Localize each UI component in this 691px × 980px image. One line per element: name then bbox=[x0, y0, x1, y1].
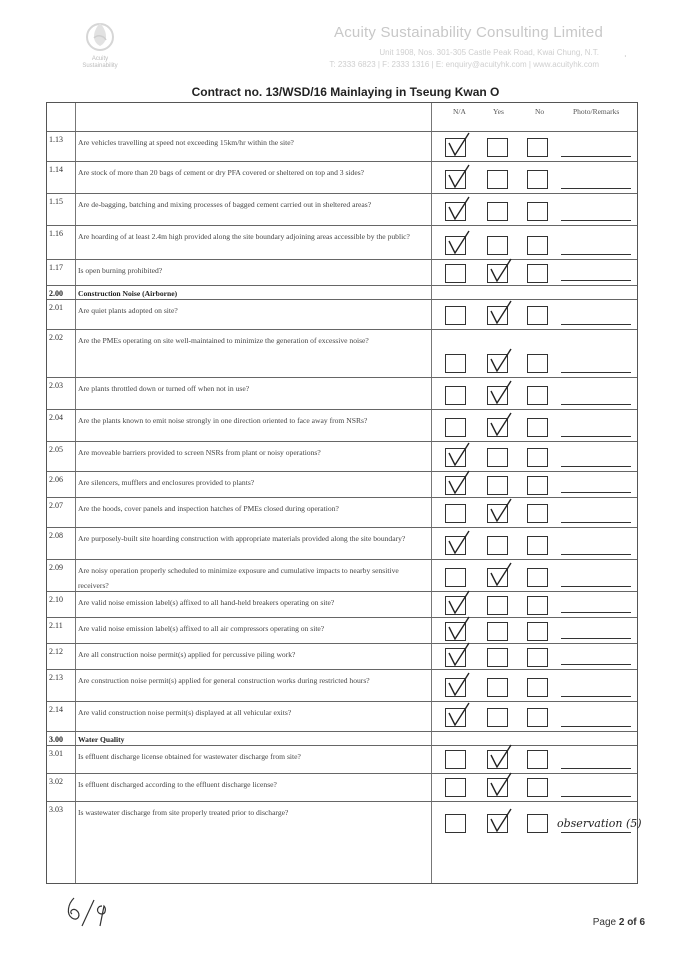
item-number: 2.09 bbox=[49, 563, 63, 572]
remark-line[interactable] bbox=[561, 696, 631, 697]
checkmark-icon bbox=[446, 195, 472, 221]
remark-line[interactable] bbox=[561, 156, 631, 157]
remark-line[interactable] bbox=[561, 220, 631, 221]
question-text: Are all construction noise permit(s) applied for percussive piling work? bbox=[78, 650, 296, 659]
checkbox-no[interactable] bbox=[527, 386, 548, 405]
question-text: Are the hoods, cover panels and inspection hatches of PMEs closed during operation? bbox=[78, 504, 339, 513]
table-row bbox=[47, 591, 637, 617]
question-text: Are noisy operation properly scheduled to minimize exposure and cumulative impacts to nearby sensitive receivers? bbox=[78, 566, 399, 590]
checkbox-no[interactable] bbox=[527, 448, 548, 467]
checkbox-no[interactable] bbox=[527, 202, 548, 221]
checkbox-no[interactable] bbox=[527, 622, 548, 641]
checkbox-no[interactable] bbox=[527, 138, 548, 157]
checkmark-icon bbox=[446, 229, 472, 255]
column-header-no: No bbox=[535, 107, 545, 116]
table-row bbox=[47, 161, 637, 193]
item-number: 2.08 bbox=[49, 531, 63, 540]
section-row bbox=[47, 285, 637, 299]
checkbox-no[interactable] bbox=[527, 236, 548, 255]
question-text: Are valid construction noise permit(s) displayed at all vehicular exits? bbox=[78, 708, 292, 717]
checkbox-no[interactable] bbox=[527, 596, 548, 615]
remark-line[interactable] bbox=[561, 726, 631, 727]
table-row bbox=[47, 643, 637, 669]
checkbox-yes[interactable] bbox=[487, 236, 508, 255]
item-number: 1.14 bbox=[49, 165, 63, 174]
company-logo bbox=[76, 18, 124, 76]
remark-line[interactable] bbox=[561, 280, 631, 281]
checkmark-icon bbox=[488, 497, 514, 523]
checkbox-no[interactable] bbox=[527, 750, 548, 769]
checkbox-yes[interactable] bbox=[487, 448, 508, 467]
section-title: Construction Noise (Airborne) bbox=[78, 289, 178, 298]
remark-line[interactable] bbox=[561, 768, 631, 769]
page-number: Page 2 of 6 bbox=[592, 917, 645, 928]
checkbox-no[interactable] bbox=[527, 264, 548, 283]
company-address: Unit 1908, Nos. 301-305 Castle Peak Road, Kwai Chung, N.T. bbox=[379, 48, 599, 57]
item-number: 3.02 bbox=[49, 777, 63, 786]
corner-mark: · bbox=[624, 52, 627, 61]
checkmark-icon bbox=[488, 561, 514, 587]
question-text: Is wastewater discharge from site properly treated prior to discharge? bbox=[78, 808, 289, 817]
question-text: Are the plants known to emit noise strongly in one direction oriented to face away from NSRs? bbox=[78, 416, 368, 425]
table-row bbox=[47, 497, 637, 527]
checkmark-icon bbox=[488, 771, 514, 797]
table-row bbox=[47, 299, 637, 329]
remark-line[interactable] bbox=[561, 638, 631, 639]
question-text: Are the PMEs operating on site well-maintained to minimize the generation of excessive noise? bbox=[78, 336, 369, 345]
checkmark-icon bbox=[446, 529, 472, 555]
checkbox-no[interactable] bbox=[527, 306, 548, 325]
question-text: Are plants throttled down or turned off when not in use? bbox=[78, 384, 250, 393]
checkmark-icon bbox=[446, 615, 472, 641]
checkbox-no[interactable] bbox=[527, 418, 548, 437]
logo-caption: Acuity Sustainability bbox=[82, 56, 118, 69]
question-text: Are vehicles travelling at speed not exceeding 15km/hr within the site? bbox=[78, 138, 294, 147]
item-number: 1.16 bbox=[49, 229, 63, 238]
checkmark-icon bbox=[446, 701, 472, 727]
checkmark-icon bbox=[446, 641, 472, 667]
section-row bbox=[47, 731, 637, 745]
item-number: 3.01 bbox=[49, 749, 63, 758]
checkmark-icon bbox=[446, 441, 472, 467]
checkmark-icon bbox=[488, 379, 514, 405]
checkmark-icon bbox=[446, 671, 472, 697]
checkbox-na[interactable] bbox=[445, 568, 466, 587]
checkbox-yes[interactable] bbox=[487, 202, 508, 221]
question-text: Are silencers, mufflers and enclosures provided to plants? bbox=[78, 478, 255, 487]
column-header-yes: Yes bbox=[493, 107, 504, 116]
item-number: 3.03 bbox=[49, 805, 63, 814]
table-row bbox=[47, 701, 637, 731]
leaf-drop-logo-icon bbox=[82, 18, 118, 54]
table-row bbox=[47, 801, 642, 837]
checkbox-yes[interactable] bbox=[487, 536, 508, 555]
checkmark-icon bbox=[488, 411, 514, 437]
table-row bbox=[47, 669, 637, 701]
checkbox-na[interactable] bbox=[445, 354, 466, 373]
checkbox-yes[interactable] bbox=[487, 708, 508, 727]
checkmark-icon bbox=[488, 347, 514, 373]
checkmark-icon bbox=[488, 807, 514, 833]
item-number: 2.03 bbox=[49, 381, 63, 390]
item-number: 1.15 bbox=[49, 197, 63, 206]
checkbox-no[interactable] bbox=[527, 648, 548, 667]
remark-line[interactable] bbox=[561, 372, 631, 373]
remark-line[interactable] bbox=[561, 324, 631, 325]
table-row bbox=[47, 471, 637, 497]
checkbox-no[interactable] bbox=[527, 814, 548, 833]
remark-line[interactable] bbox=[561, 796, 631, 797]
remark-line[interactable] bbox=[561, 522, 631, 523]
item-number: 2.04 bbox=[49, 413, 63, 422]
remark-line[interactable] bbox=[561, 664, 631, 665]
checkbox-yes[interactable] bbox=[487, 596, 508, 615]
remark-line[interactable] bbox=[561, 586, 631, 587]
remark-line[interactable] bbox=[561, 404, 631, 405]
table-row bbox=[47, 131, 637, 161]
remark-line[interactable] bbox=[561, 466, 631, 467]
remark-line[interactable] bbox=[561, 612, 631, 613]
checkmark-icon bbox=[488, 299, 514, 325]
table-row bbox=[47, 377, 637, 409]
checkmark-icon bbox=[488, 257, 514, 283]
table-row bbox=[47, 193, 637, 225]
question-text: Is effluent discharge license obtained for wastewater discharge from site? bbox=[78, 752, 301, 761]
question-text: Are de-bagging, batching and mixing processes of bagged cement carried out in sheltered areas? bbox=[78, 200, 372, 209]
table-row bbox=[47, 441, 637, 471]
remark-handwritten-text: observation (5) bbox=[557, 817, 642, 830]
table-row bbox=[47, 225, 637, 259]
contract-title: Contract no. 13/WSD/16 Mainlaying in Tseung Kwan O bbox=[191, 85, 500, 99]
checkbox-yes[interactable] bbox=[487, 476, 508, 495]
item-number: 2.02 bbox=[49, 333, 63, 342]
checkbox-no[interactable] bbox=[527, 678, 548, 697]
remark-line[interactable] bbox=[561, 492, 631, 493]
item-number: 2.07 bbox=[49, 501, 63, 510]
remark-line[interactable] bbox=[561, 436, 631, 437]
table-row bbox=[47, 773, 637, 801]
checkbox-na[interactable] bbox=[445, 750, 466, 769]
table-row bbox=[47, 409, 637, 441]
remark-line[interactable] bbox=[561, 254, 631, 255]
item-number: 2.12 bbox=[49, 647, 63, 656]
question-text: Are moveable barriers provided to screen NSRs from plant or noisy operations? bbox=[78, 448, 321, 457]
checkbox-no[interactable] bbox=[527, 568, 548, 587]
item-number: 2.14 bbox=[49, 705, 63, 714]
column-header-na: N/A bbox=[453, 107, 466, 116]
checkmark-icon bbox=[488, 743, 514, 769]
company-name: Acuity Sustainability Consulting Limited bbox=[334, 24, 603, 41]
table-row bbox=[47, 617, 637, 643]
question-text: Are valid noise emission label(s) affixed to all hand-held breakers operating on site? bbox=[78, 598, 335, 607]
checkbox-na[interactable] bbox=[445, 504, 466, 523]
remark-line[interactable] bbox=[561, 188, 631, 189]
checkbox-no[interactable] bbox=[527, 536, 548, 555]
checkbox-na[interactable] bbox=[445, 778, 466, 797]
checkbox-yes[interactable] bbox=[487, 170, 508, 189]
question-text: Are valid noise emission label(s) affixed to all air compressors operating on site? bbox=[78, 624, 325, 633]
checkbox-yes[interactable] bbox=[487, 648, 508, 667]
checkbox-no[interactable] bbox=[527, 708, 548, 727]
checkmark-icon bbox=[446, 163, 472, 189]
checkbox-no[interactable] bbox=[527, 354, 548, 373]
checklist-table bbox=[46, 102, 642, 884]
checkbox-yes[interactable] bbox=[487, 138, 508, 157]
question-text: Is effluent discharged according to the effluent discharge license? bbox=[78, 780, 277, 789]
checkbox-na[interactable] bbox=[445, 814, 466, 833]
question-text: Are construction noise permit(s) applied for general construction works during restricted hours? bbox=[78, 676, 370, 685]
checkbox-na[interactable] bbox=[445, 264, 466, 283]
remark-line[interactable] bbox=[561, 832, 631, 833]
table-row bbox=[47, 329, 637, 377]
item-number: 2.13 bbox=[49, 673, 63, 682]
item-number: 2.01 bbox=[49, 303, 63, 312]
checkbox-no[interactable] bbox=[527, 504, 548, 523]
item-number: 3.00 bbox=[49, 735, 63, 744]
column-header-remarks: Photo/Remarks bbox=[573, 107, 620, 116]
section-title: Water Quality bbox=[78, 735, 125, 744]
checkmark-icon bbox=[446, 131, 472, 157]
checkbox-na[interactable] bbox=[445, 386, 466, 405]
item-number: 1.17 bbox=[49, 263, 63, 272]
question-text: Are purposely-built site hoarding construction with appropriate materials provided along the site boundary? bbox=[78, 534, 406, 543]
checkbox-yes[interactable] bbox=[487, 678, 508, 697]
item-number: 2.10 bbox=[49, 595, 63, 604]
handwritten-signature bbox=[60, 892, 120, 932]
checkbox-na[interactable] bbox=[445, 306, 466, 325]
question-text: Is open burning prohibited? bbox=[78, 266, 163, 275]
table-row bbox=[47, 559, 637, 591]
company-contact: T: 2333 6823 | F: 2333 1316 | E: enquiry@acuityhk.com | www.acuityhk.com bbox=[329, 60, 599, 69]
table-row bbox=[47, 527, 637, 559]
checkbox-na[interactable] bbox=[445, 418, 466, 437]
item-number: 2.00 bbox=[49, 289, 63, 298]
checkmark-icon bbox=[446, 469, 472, 495]
checkbox-no[interactable] bbox=[527, 170, 548, 189]
checkbox-no[interactable] bbox=[527, 778, 548, 797]
question-text: Are stock of more than 20 bags of cement or dry PFA covered or sheltered on top and 3 sides? bbox=[78, 168, 365, 177]
item-number: 2.06 bbox=[49, 475, 63, 484]
checkbox-yes[interactable] bbox=[487, 622, 508, 641]
item-number: 2.11 bbox=[49, 621, 63, 630]
table-row bbox=[47, 259, 637, 285]
checkbox-no[interactable] bbox=[527, 476, 548, 495]
checkmark-icon bbox=[446, 589, 472, 615]
remark-line[interactable] bbox=[561, 554, 631, 555]
question-text: Are hoarding of at least 2.4m high provided along the site boundary adjoining areas accessible by the public? bbox=[78, 232, 410, 241]
question-text: Are quiet plants adopted on site? bbox=[78, 306, 178, 315]
item-number: 2.05 bbox=[49, 445, 63, 454]
table-row bbox=[47, 745, 637, 773]
item-number: 1.13 bbox=[49, 135, 63, 144]
